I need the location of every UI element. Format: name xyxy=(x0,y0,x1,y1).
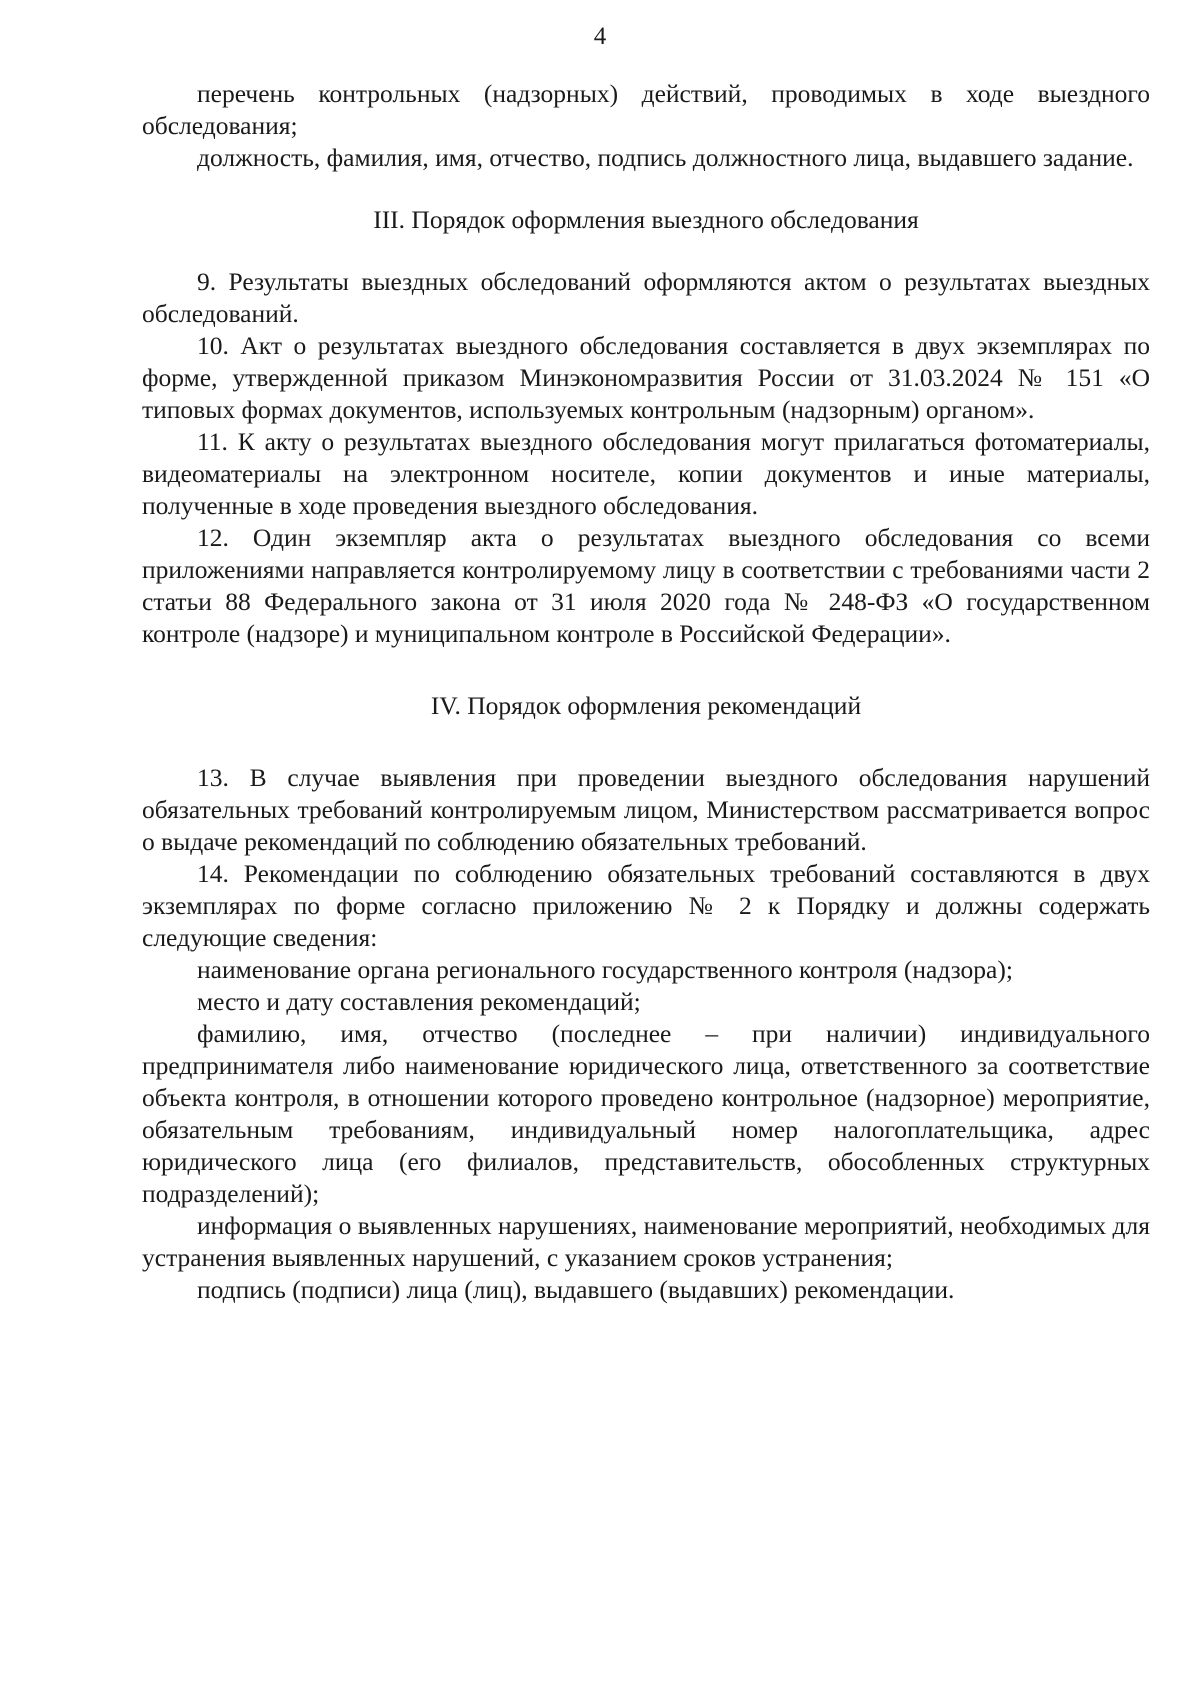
list-item-violations-info: информация о выявленных нарушениях, наименование мероприятий, необходимых для устранения выявленных нарушений, с указанием сроков устранения; xyxy=(142,1211,1150,1272)
paragraph-10: 10. Акт о результатах выездного обследования составляется в двух экземплярах по форме, утвержденной приказом Минэкономразвития России от 31.03.2024 № 151 «О типовых формах документов, используемых контрольным (надзорным) органом». xyxy=(142,331,1150,424)
paragraph-14: 14. Рекомендации по соблюдению обязательных требований составляются в двух экземплярах по форме согласно приложению № 2 к Порядку и должны содержать следующие сведения: xyxy=(142,859,1150,952)
paragraph-11: 11. К акту о результатах выездного обследования могут прилагаться фотоматериалы, видеоматериалы на электронном носителе, копии документов и иные материалы, полученные в ходе проведения выездного обследования. xyxy=(142,427,1150,520)
list-item-authority-name: наименование органа регионального государственного контроля (надзора); xyxy=(197,955,1013,984)
list-item-entity-details: фамилию, имя, отчество (последнее – при наличии) индивидуального предпринимателя либо наименование юридического лица, ответственного за соответствие объекта контроля, в отношении которого проведено контрольное (надзорное) мероприятие, обязательным требованиям, индивидуальный номер налогоплательщика, адрес юридического лица (его филиалов, представительств, обособленных структурных подразделений); xyxy=(142,1019,1150,1208)
intro-paragraph-1: перечень контрольных (надзорных) действий, проводимых в ходе выездного обследования; xyxy=(142,79,1150,140)
section-3-heading: III. Порядок оформления выездного обследования xyxy=(373,205,919,234)
list-item-signature: подпись (подписи) лица (лиц), выдавшего (выдавших) рекомендации. xyxy=(197,1275,955,1304)
page-number: 4 xyxy=(593,23,607,50)
paragraph-9: 9. Результаты выездных обследований оформляются актом о результатах выездных обследований. xyxy=(142,267,1150,328)
section-4-heading: IV. Порядок оформления рекомендаций xyxy=(430,691,862,720)
list-item-place-date: место и дату составления рекомендаций; xyxy=(197,987,641,1016)
paragraph-12: 12. Один экземпляр акта о результатах выездного обследования со всеми приложениями направляется контролируемому лицу в соответствии с требованиями части 2 статьи 88 Федерального закона от 31 июля 2020 года № 248-ФЗ «О государственном контроле (надзоре) и муниципальном контроле в Российской Федерации». xyxy=(142,523,1150,648)
paragraph-13: 13. В случае выявления при проведении выездного обследования нарушений обязательных требований контролируемым лицом, Министерством рассматривается вопрос о выдаче рекомендаций по соблюдению обязательных требований. xyxy=(142,763,1150,856)
intro-paragraph-2: должность, фамилия, имя, отчество, подпись должностного лица, выдавшего задание. xyxy=(197,143,1134,172)
document-body xyxy=(142,78,1150,1306)
